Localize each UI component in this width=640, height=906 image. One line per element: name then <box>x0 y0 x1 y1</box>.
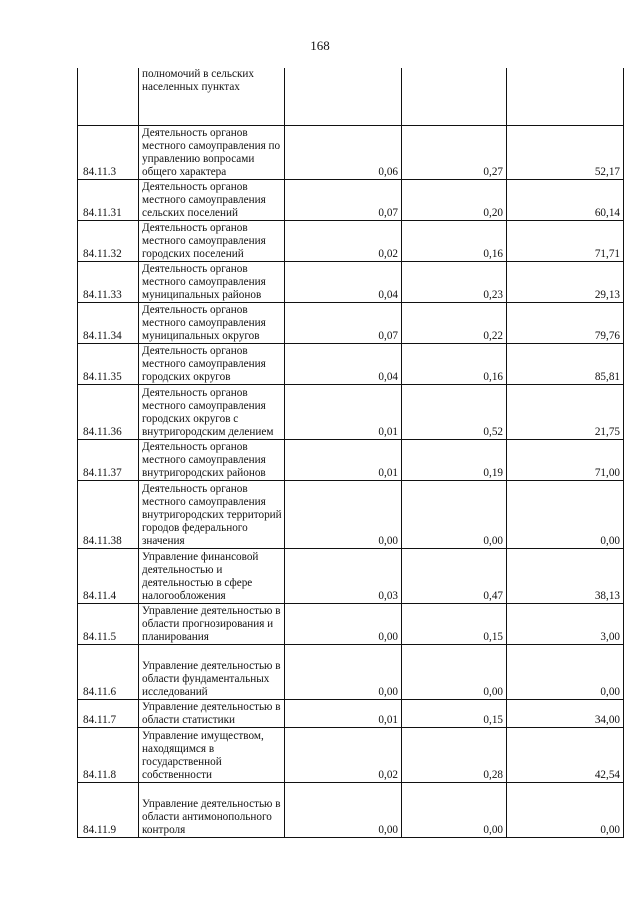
row-value-2: 0,52 <box>402 384 507 439</box>
row-name: Деятельность органов местного самоуправления городских поселений <box>139 220 285 261</box>
row-name: полномочий в сельских населенных пунктах <box>139 68 285 125</box>
table-row <box>78 727 624 782</box>
row-name: Деятельность органов местного самоуправления городских округов с внутригородским делением <box>139 384 285 439</box>
row-value-1: 0,00 <box>285 603 402 644</box>
row-value-2: 0,20 <box>402 179 507 220</box>
table-row <box>78 220 624 261</box>
row-value-1: 0,03 <box>285 548 402 603</box>
row-name: Деятельность органов местного самоуправления муниципальных округов <box>139 302 285 343</box>
row-code: 84.11.36 <box>78 384 139 439</box>
row-code: 84.11.33 <box>78 261 139 302</box>
table-row <box>78 548 624 603</box>
table-row <box>78 644 624 699</box>
row-code: 84.11.37 <box>78 439 139 480</box>
table-row <box>78 179 624 220</box>
row-value-1: 0,01 <box>285 699 402 727</box>
row-value-2: 0,00 <box>402 782 507 837</box>
row-value-3: 0,00 <box>507 480 624 548</box>
row-value-1: 0,00 <box>285 782 402 837</box>
row-value-2: 0,00 <box>402 480 507 548</box>
table-body <box>78 68 624 837</box>
row-value-2: 0,15 <box>402 603 507 644</box>
row-value-1: 0,06 <box>285 125 402 179</box>
row-value-3: 21,75 <box>507 384 624 439</box>
row-value-3: 71,71 <box>507 220 624 261</box>
row-value-2: 0,27 <box>402 125 507 179</box>
row-value-3: 85,81 <box>507 343 624 384</box>
table-row <box>78 68 624 125</box>
row-value-1: 0,01 <box>285 439 402 480</box>
row-value-3: 38,13 <box>507 548 624 603</box>
row-name: Деятельность органов местного самоуправления по управлению вопросами общего характера <box>139 125 285 179</box>
row-value-2: 0,22 <box>402 302 507 343</box>
row-value-3 <box>507 68 624 125</box>
row-name: Деятельность органов местного самоуправления городских округов <box>139 343 285 384</box>
row-value-2 <box>402 68 507 125</box>
row-value-2: 0,16 <box>402 343 507 384</box>
table-row <box>78 384 624 439</box>
row-name: Управление имуществом, находящимся в государственной собственности <box>139 727 285 782</box>
row-value-3: 52,17 <box>507 125 624 179</box>
row-code: 84.11.35 <box>78 343 139 384</box>
table-row <box>78 439 624 480</box>
row-value-2: 0,47 <box>402 548 507 603</box>
data-table-container <box>77 68 624 838</box>
row-value-3: 0,00 <box>507 782 624 837</box>
row-value-2: 0,28 <box>402 727 507 782</box>
row-name: Управление деятельностью в области фундаментальных исследований <box>139 644 285 699</box>
table-row <box>78 261 624 302</box>
row-code: 84.11.5 <box>78 603 139 644</box>
row-value-2: 0,00 <box>402 644 507 699</box>
row-value-3: 60,14 <box>507 179 624 220</box>
table-row <box>78 782 624 837</box>
row-name: Управление деятельностью в области прогнозирования и планирования <box>139 603 285 644</box>
row-code: 84.11.3 <box>78 125 139 179</box>
row-value-1: 0,04 <box>285 261 402 302</box>
row-value-1: 0,07 <box>285 302 402 343</box>
row-code: 84.11.34 <box>78 302 139 343</box>
row-value-1: 0,01 <box>285 384 402 439</box>
row-value-3: 34,00 <box>507 699 624 727</box>
row-value-1: 0,07 <box>285 179 402 220</box>
row-code <box>78 68 139 125</box>
row-code: 84.11.4 <box>78 548 139 603</box>
row-value-1: 0,00 <box>285 644 402 699</box>
row-value-2: 0,23 <box>402 261 507 302</box>
row-value-1: 0,02 <box>285 220 402 261</box>
row-code: 84.11.8 <box>78 727 139 782</box>
row-value-2: 0,16 <box>402 220 507 261</box>
row-name: Управление деятельностью в области антимонопольного контроля <box>139 782 285 837</box>
row-code: 84.11.7 <box>78 699 139 727</box>
table-row <box>78 125 624 179</box>
table-row <box>78 343 624 384</box>
table-row <box>78 302 624 343</box>
row-value-3: 29,13 <box>507 261 624 302</box>
row-value-3: 0,00 <box>507 644 624 699</box>
row-name: Управление финансовой деятельностью и деятельностью в сфере налогообложения <box>139 548 285 603</box>
row-name: Управление деятельностью в области статистики <box>139 699 285 727</box>
row-name: Деятельность органов местного самоуправления муниципальных районов <box>139 261 285 302</box>
table-row <box>78 603 624 644</box>
row-name: Деятельность органов местного самоуправления внутригородских территорий городов федерального значения <box>139 480 285 548</box>
row-value-3: 42,54 <box>507 727 624 782</box>
row-code: 84.11.6 <box>78 644 139 699</box>
row-value-1 <box>285 68 402 125</box>
row-code: 84.11.38 <box>78 480 139 548</box>
row-value-1: 0,02 <box>285 727 402 782</box>
table-row <box>78 480 624 548</box>
row-value-3: 79,76 <box>507 302 624 343</box>
row-name: Деятельность органов местного самоуправления сельских поселений <box>139 179 285 220</box>
row-code: 84.11.9 <box>78 782 139 837</box>
row-value-2: 0,19 <box>402 439 507 480</box>
table-row <box>78 699 624 727</box>
row-code: 84.11.31 <box>78 179 139 220</box>
row-value-1: 0,00 <box>285 480 402 548</box>
page-number: 168 <box>310 38 330 53</box>
data-table <box>77 68 624 838</box>
row-value-3: 71,00 <box>507 439 624 480</box>
row-value-1: 0,04 <box>285 343 402 384</box>
row-name: Деятельность органов местного самоуправления внутригородских районов <box>139 439 285 480</box>
row-code: 84.11.32 <box>78 220 139 261</box>
row-value-2: 0,15 <box>402 699 507 727</box>
row-value-3: 3,00 <box>507 603 624 644</box>
